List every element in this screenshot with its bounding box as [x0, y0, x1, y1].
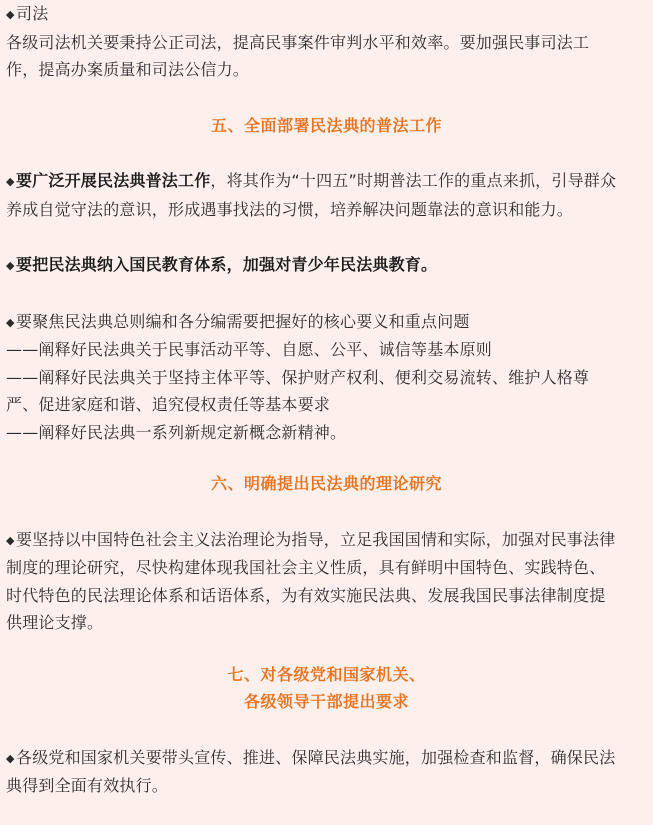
paragraph-line — [6, 308, 647, 337]
bold-lead: 要把民法典纳入国民教育体系，加强对青少年民法典教育。 — [16, 255, 438, 274]
diamond-bullet-icon: ◆ — [6, 751, 15, 765]
paragraph-line — [6, 526, 647, 555]
section-heading-7 — [6, 661, 647, 716]
paragraph-text: 要聚焦民法典总则编和各分编需要把握好的核心要义和重点问题 — [16, 311, 470, 331]
section-heading-7-line1: 七、对各级党和国家机关、 — [227, 664, 426, 684]
paragraph-line: 时代特色的民法理论体系和话语体系，为有效实施民法典、发展我国民事法律制度提 — [6, 585, 606, 605]
paragraph-line: 严、促进家庭和谐、追究侵权责任等基本要求 — [6, 395, 331, 414]
diamond-bullet-icon: ◆ — [6, 259, 15, 272]
section7-item1 — [6, 744, 647, 800]
paragraph-line: ——阐释好民法典关于民事活动平等、自愿、公平、诚信等基本原则 — [6, 340, 493, 359]
diamond-bullet-icon: ◆ — [6, 533, 15, 547]
paragraph-line: ——阐释好民法典一系列新规定新概念新精神。 — [6, 422, 347, 442]
section5-item1 — [6, 167, 647, 223]
section-heading-6: 六、明确提出民法典的理论研究 — [210, 474, 442, 493]
paragraph-line: 作，提高办案质量和司法公信力。 — [6, 60, 250, 79]
paragraph-line — [6, 744, 647, 773]
diamond-bullet-icon: ◆ — [6, 175, 15, 188]
diamond-bullet-icon: ◆ — [6, 8, 15, 21]
paragraph-line: 典得到全面有效执行。 — [6, 776, 169, 795]
paragraph-line: ——阐释好民法典关于坚持主体平等、保护财产权利、便利交易流转、维护人格尊 — [6, 367, 590, 387]
paragraph-line: 养成自觉守法的意识，形成遇事找法的习惯，培养解决问题靠法的意识和能力。 — [6, 199, 574, 219]
paragraph-text: 各级党和国家机关要带头宣传、推进、保障民法典实施，加强检查和监督，确保民法 — [16, 747, 616, 767]
judicial-title-line — [6, 0, 647, 29]
paragraph-line: 制度的理论研究，尽快构建体现我国社会主义性质，具有鲜明中国特色、实践特色、 — [6, 558, 606, 577]
diamond-bullet-icon: ◆ — [6, 315, 15, 329]
section-heading-5: 五、全面部署民法典的普法工作 — [210, 115, 442, 135]
section5-item3 — [6, 308, 647, 447]
paragraph-text: 要坚持以中国特色社会主义法治理论为指导，立足我国国情和实际，加强对民事法律 — [16, 529, 616, 549]
section6-item1 — [6, 526, 647, 637]
paragraph-line — [6, 167, 647, 196]
paragraph-text: ，将其作为“十四五”时期普法工作的重点来抓，引导群众 — [210, 171, 617, 190]
section5-item2 — [6, 251, 647, 280]
bold-lead: 要广泛开展民法典普法工作 — [16, 171, 211, 190]
section-heading-7-line2: 各级领导干部提出要求 — [243, 692, 409, 711]
paragraph-line: 供理论支撑。 — [6, 613, 104, 632]
judicial-title: 司法 — [16, 4, 49, 23]
paragraph-line: 各级司法机关要秉持公正司法，提高民事案件审判水平和效率。要加强民事司法工 — [6, 32, 590, 52]
judicial-section — [6, 0, 647, 84]
paragraph-line — [6, 251, 647, 280]
